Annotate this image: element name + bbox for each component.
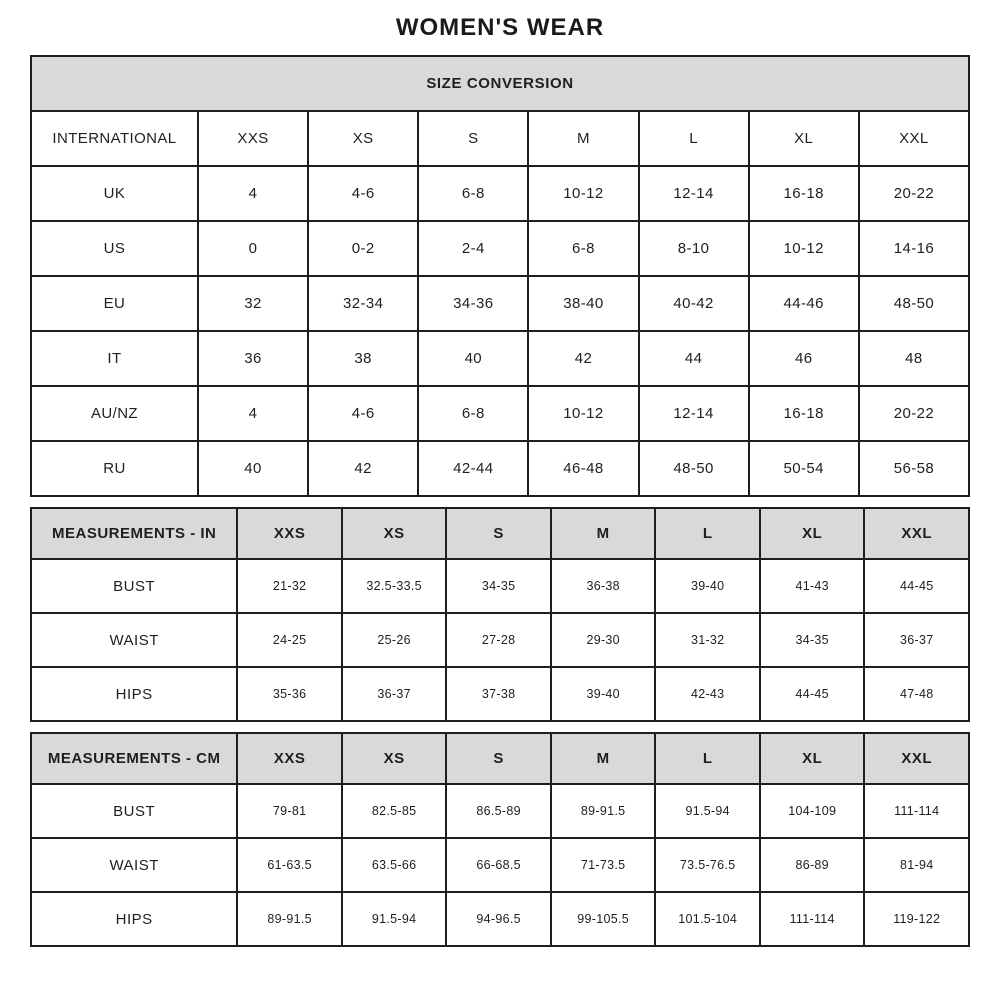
table-cell: 36-37 xyxy=(342,667,447,721)
table-cell: 48 xyxy=(859,331,969,386)
table-cell: 46 xyxy=(749,331,859,386)
table-cell: 101.5-104 xyxy=(655,892,760,946)
table-cell: 42 xyxy=(528,331,638,386)
table-cell: XL xyxy=(749,111,859,166)
table-cell: 37-38 xyxy=(446,667,551,721)
size-conversion-body xyxy=(31,111,969,496)
table-cell: 16-18 xyxy=(749,166,859,221)
table-cell: 4-6 xyxy=(308,166,418,221)
table-cell: 35-36 xyxy=(237,667,342,721)
table-cell: 91.5-94 xyxy=(342,892,447,946)
size-header: XL xyxy=(760,508,865,559)
table-cell: 34-35 xyxy=(760,613,865,667)
table-cell: XXL xyxy=(859,111,969,166)
table-row xyxy=(31,276,969,331)
row-label: RU xyxy=(31,441,198,496)
table-row xyxy=(31,613,969,667)
size-header: L xyxy=(655,508,760,559)
measurements-cm-table xyxy=(30,732,970,947)
table-cell: 32-34 xyxy=(308,276,418,331)
table-row xyxy=(31,221,969,276)
table-cell: 40 xyxy=(198,441,308,496)
table-cell: 44-45 xyxy=(760,667,865,721)
table-row xyxy=(31,784,969,838)
table-cell: S xyxy=(418,111,528,166)
table-cell: 0-2 xyxy=(308,221,418,276)
table-cell: 63.5-66 xyxy=(342,838,447,892)
measurements-cm-body xyxy=(31,784,969,946)
table-cell: 10-12 xyxy=(528,386,638,441)
table-cell: 36 xyxy=(198,331,308,386)
table-cell: 38-40 xyxy=(528,276,638,331)
table-header-row xyxy=(31,56,969,111)
table-header-row xyxy=(31,733,969,784)
table-cell: 86-89 xyxy=(760,838,865,892)
size-chart-page xyxy=(30,0,970,947)
table-cell: 42 xyxy=(308,441,418,496)
table-cell: 82.5-85 xyxy=(342,784,447,838)
table-cell: 31-32 xyxy=(655,613,760,667)
table-cell: M xyxy=(528,111,638,166)
table-cell: 32 xyxy=(198,276,308,331)
table-cell: 46-48 xyxy=(528,441,638,496)
table-cell: 44 xyxy=(639,331,749,386)
table-cell: 4 xyxy=(198,166,308,221)
table-cell: 66-68.5 xyxy=(446,838,551,892)
table-cell: 94-96.5 xyxy=(446,892,551,946)
table-cell: 10-12 xyxy=(749,221,859,276)
table-cell: 10-12 xyxy=(528,166,638,221)
measurements-cm-title: MEASUREMENTS - CM xyxy=(31,733,237,784)
table-cell: 38 xyxy=(308,331,418,386)
table-cell: 86.5-89 xyxy=(446,784,551,838)
table-cell: 50-54 xyxy=(749,441,859,496)
table-cell: 40 xyxy=(418,331,528,386)
size-header: XXL xyxy=(864,508,969,559)
table-row xyxy=(31,331,969,386)
measurements-in-body xyxy=(31,559,969,721)
row-label: AU/NZ xyxy=(31,386,198,441)
measurements-in-table xyxy=(30,507,970,722)
table-cell: 6-8 xyxy=(418,166,528,221)
size-header: S xyxy=(446,508,551,559)
table-cell: 81-94 xyxy=(864,838,969,892)
table-cell: 34-35 xyxy=(446,559,551,613)
table-cell: 44-45 xyxy=(864,559,969,613)
table-row xyxy=(31,386,969,441)
table-cell: 99-105.5 xyxy=(551,892,656,946)
size-header: S xyxy=(446,733,551,784)
table-cell: 89-91.5 xyxy=(237,892,342,946)
table-cell: 71-73.5 xyxy=(551,838,656,892)
table-cell: 47-48 xyxy=(864,667,969,721)
table-cell: 39-40 xyxy=(655,559,760,613)
row-label: US xyxy=(31,221,198,276)
table-row xyxy=(31,111,969,166)
table-cell: 48-50 xyxy=(859,276,969,331)
row-label: HIPS xyxy=(31,892,237,946)
measurements-in-title: MEASUREMENTS - IN xyxy=(31,508,237,559)
row-label: WAIST xyxy=(31,613,237,667)
table-row xyxy=(31,892,969,946)
table-cell: XS xyxy=(308,111,418,166)
table-cell: 20-22 xyxy=(859,386,969,441)
table-cell: 42-44 xyxy=(418,441,528,496)
table-cell: 4-6 xyxy=(308,386,418,441)
row-label: HIPS xyxy=(31,667,237,721)
table-cell: 34-36 xyxy=(418,276,528,331)
table-cell: 2-4 xyxy=(418,221,528,276)
table-cell: 119-122 xyxy=(864,892,969,946)
table-cell: XXS xyxy=(198,111,308,166)
size-header: XL xyxy=(760,733,865,784)
table-cell: 40-42 xyxy=(639,276,749,331)
table-cell: 8-10 xyxy=(639,221,749,276)
table-cell: 79-81 xyxy=(237,784,342,838)
table-cell: 89-91.5 xyxy=(551,784,656,838)
table-cell: 36-38 xyxy=(551,559,656,613)
table-row xyxy=(31,838,969,892)
table-cell: 61-63.5 xyxy=(237,838,342,892)
table-cell: 42-43 xyxy=(655,667,760,721)
table-cell: L xyxy=(639,111,749,166)
table-cell: 12-14 xyxy=(639,166,749,221)
table-header-row xyxy=(31,508,969,559)
row-label: BUST xyxy=(31,784,237,838)
size-header: XXL xyxy=(864,733,969,784)
size-header: XS xyxy=(342,733,447,784)
table-cell: 29-30 xyxy=(551,613,656,667)
table-cell: 39-40 xyxy=(551,667,656,721)
table-cell: 16-18 xyxy=(749,386,859,441)
table-cell: 21-32 xyxy=(237,559,342,613)
size-header: M xyxy=(551,733,656,784)
size-conversion-title: SIZE CONVERSION xyxy=(31,56,969,111)
size-header: L xyxy=(655,733,760,784)
table-cell: 32.5-33.5 xyxy=(342,559,447,613)
table-cell: 14-16 xyxy=(859,221,969,276)
table-cell: 20-22 xyxy=(859,166,969,221)
table-cell: 27-28 xyxy=(446,613,551,667)
table-cell: 44-46 xyxy=(749,276,859,331)
table-cell: 41-43 xyxy=(760,559,865,613)
row-label: UK xyxy=(31,166,198,221)
table-cell: 0 xyxy=(198,221,308,276)
table-cell: 6-8 xyxy=(418,386,528,441)
row-label: IT xyxy=(31,331,198,386)
table-cell: 6-8 xyxy=(528,221,638,276)
size-header: M xyxy=(551,508,656,559)
size-conversion-table xyxy=(30,55,970,497)
table-row xyxy=(31,559,969,613)
row-label: WAIST xyxy=(31,838,237,892)
table-cell: 104-109 xyxy=(760,784,865,838)
table-row xyxy=(31,667,969,721)
page-title: WOMEN'S WEAR xyxy=(395,14,605,41)
table-cell: 111-114 xyxy=(760,892,865,946)
table-cell: 56-58 xyxy=(859,441,969,496)
table-cell: 48-50 xyxy=(639,441,749,496)
table-cell: 36-37 xyxy=(864,613,969,667)
table-cell: 4 xyxy=(198,386,308,441)
size-header: XXS xyxy=(237,508,342,559)
row-label: INTERNATIONAL xyxy=(31,111,198,166)
table-row xyxy=(31,166,969,221)
table-cell: 91.5-94 xyxy=(655,784,760,838)
row-label: EU xyxy=(31,276,198,331)
table-cell: 73.5-76.5 xyxy=(655,838,760,892)
size-header: XS xyxy=(342,508,447,559)
table-cell: 111-114 xyxy=(864,784,969,838)
table-row xyxy=(31,441,969,496)
table-cell: 12-14 xyxy=(639,386,749,441)
size-header: XXS xyxy=(237,733,342,784)
table-cell: 25-26 xyxy=(342,613,447,667)
table-cell: 24-25 xyxy=(237,613,342,667)
row-label: BUST xyxy=(31,559,237,613)
